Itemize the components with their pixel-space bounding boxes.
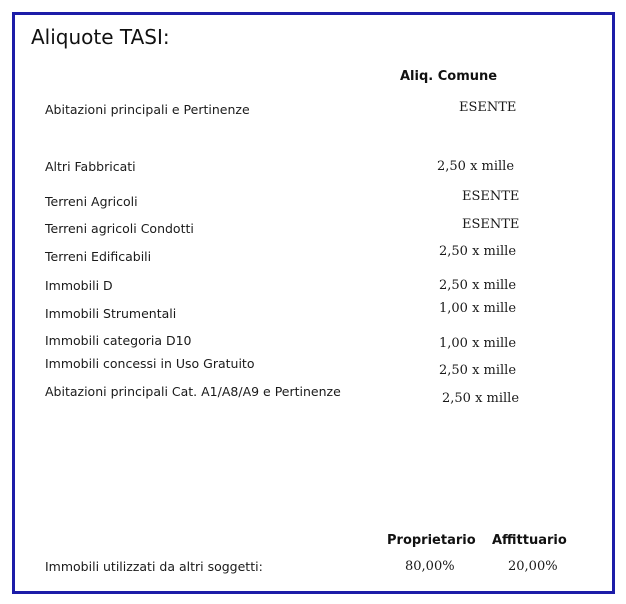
rate-value: 1,00 x mille xyxy=(439,301,517,316)
rate-label: Terreni Edificabili xyxy=(45,249,152,264)
rate-value: 2,50 x mille xyxy=(437,159,515,174)
rate-label: Abitazioni principali e Pertinenze xyxy=(45,102,250,117)
rate-value: ESENTE xyxy=(462,189,520,204)
page-title: Aliquote TASI: xyxy=(31,25,170,49)
header-proprietario: Proprietario xyxy=(387,533,476,548)
tenant-percentage: 20,00% xyxy=(508,559,558,574)
rate-value: 2,50 x mille xyxy=(439,278,517,293)
rate-label: Immobili concessi in Uso Gratuito xyxy=(45,356,255,371)
rate-label: Terreni Agricoli xyxy=(45,194,138,209)
header-aliq-comune: Aliq. Comune xyxy=(400,69,498,84)
rate-label: Immobili D xyxy=(45,278,113,293)
rate-value: 2,50 x mille xyxy=(439,244,517,259)
rate-value: 2,50 x mille xyxy=(439,363,517,378)
rate-label: Terreni agricoli Condotti xyxy=(45,221,194,236)
rate-value: 2,50 x mille xyxy=(442,391,520,406)
rate-label: Immobili Strumentali xyxy=(45,306,177,321)
split-label: Immobili utilizzati da altri soggetti: xyxy=(45,559,263,574)
tasi-frame xyxy=(12,12,615,594)
rate-label: Immobili categoria D10 xyxy=(45,333,192,348)
rate-value: ESENTE xyxy=(462,217,520,232)
header-affittuario: Affittuario xyxy=(492,533,567,548)
rate-label: Abitazioni principali Cat. A1/A8/A9 e Pertinenze xyxy=(45,384,341,399)
rate-value: ESENTE xyxy=(459,100,517,115)
rate-value: 1,00 x mille xyxy=(439,336,517,351)
owner-percentage: 80,00% xyxy=(405,559,455,574)
rate-label: Altri Fabbricati xyxy=(45,159,136,174)
